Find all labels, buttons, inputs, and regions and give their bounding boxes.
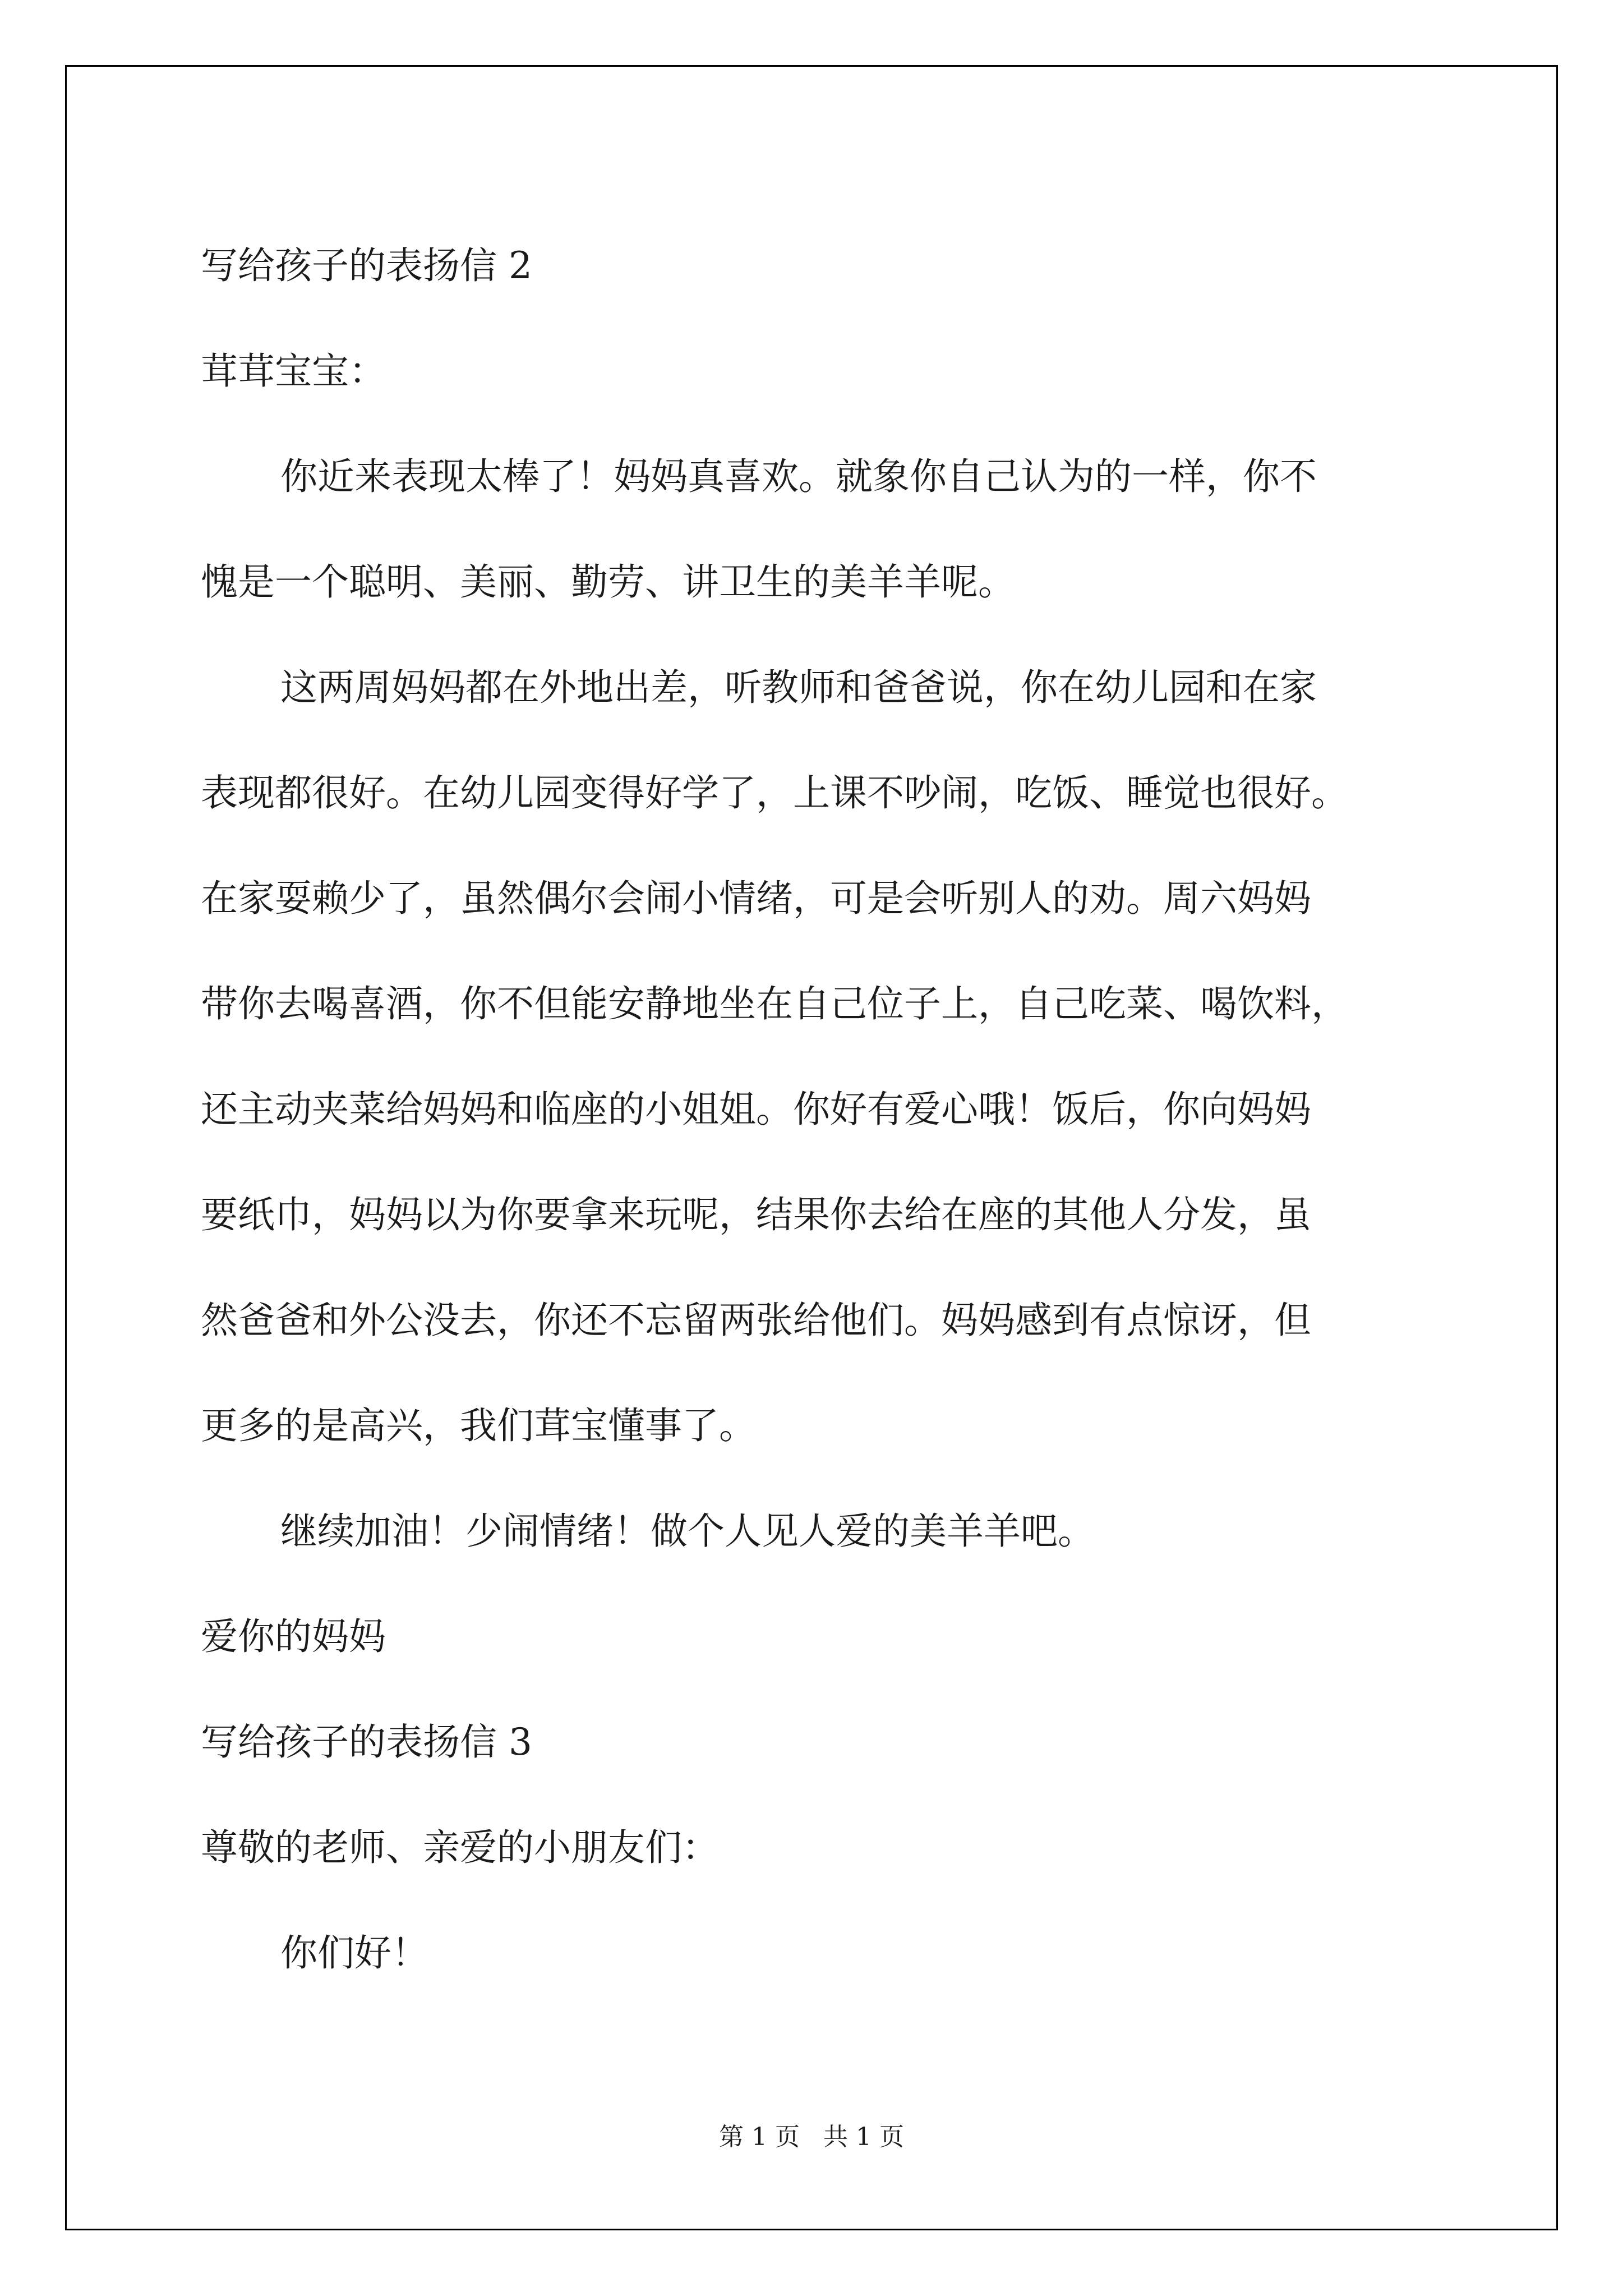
- letter-title: 写给孩子的表扬信 2: [201, 244, 532, 287]
- paragraph-line: 继续加油！少闹情绪！做个人见人爱的美羊羊吧。: [280, 1510, 1095, 1553]
- paragraph-line: 带你去喝喜酒，你不但能安静地坐在自己位子上，自己吃菜、喝饮料，: [201, 982, 1348, 1025]
- paragraph-line: 还主动夹菜给妈妈和临座的小姐姐。你好有爱心哦！饭后，你向妈妈: [201, 1088, 1311, 1131]
- paragraph-line: 更多的是高兴，我们茸宝懂事了。: [201, 1404, 756, 1447]
- paragraph-line: 你近来表现太棒了！妈妈真喜欢。就象你自己认为的一样，你不: [280, 455, 1317, 498]
- paragraph-line: 然爸爸和外公没去，你还不忘留两张给他们。妈妈感到有点惊讶，但: [201, 1299, 1311, 1342]
- paragraph-line: 这两周妈妈都在外地出差，听教师和爸爸说，你在幼儿园和在家: [280, 666, 1317, 709]
- paragraph-line: 在家耍赖少了，虽然偶尔会闹小情绪，可是会听别人的劝。周六妈妈: [201, 877, 1311, 920]
- paragraph-line: 愧是一个聪明、美丽、勤劳、讲卫生的美羊羊呢。: [201, 560, 1015, 604]
- page-number-footer: 第 1 页 共 1 页: [719, 2123, 904, 2151]
- paragraph-line: 要纸巾，妈妈以为你要拿来玩呢，结果你去给在座的其他人分发，虽: [201, 1193, 1311, 1236]
- salutation: 尊敬的老师、亲爱的小朋友们：: [201, 1826, 719, 1869]
- signature: 爱你的妈妈: [201, 1615, 386, 1658]
- letter-title: 写给孩子的表扬信 3: [201, 1720, 532, 1764]
- document-body: [201, 213, 1457, 2006]
- greeting: 你们好！: [280, 1931, 428, 1975]
- paragraph-line: 表现都很好。在幼儿园变得好学了，上课不吵闹，吃饭、睡觉也很好。: [201, 771, 1348, 815]
- salutation: 茸茸宝宝：: [201, 349, 386, 393]
